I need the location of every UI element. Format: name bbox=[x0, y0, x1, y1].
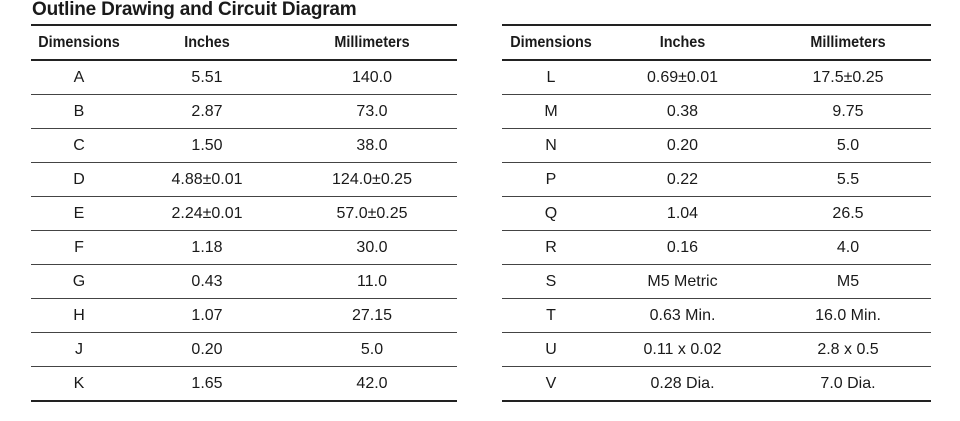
cell-millimeters: 73.0 bbox=[287, 95, 457, 129]
cell-inches: 0.43 bbox=[127, 265, 287, 299]
column-header-inches: Inches bbox=[608, 25, 757, 60]
cell-dimension: A bbox=[31, 60, 127, 95]
table-row bbox=[31, 129, 457, 163]
cell-inches: 2.87 bbox=[127, 95, 287, 129]
table-header-row bbox=[31, 25, 457, 60]
table-row bbox=[31, 367, 457, 402]
column-header-millimeters: Millimeters bbox=[773, 25, 922, 60]
cell-millimeters: 57.0±0.25 bbox=[287, 197, 457, 231]
cell-dimension: M bbox=[502, 95, 600, 129]
table-row bbox=[31, 163, 457, 197]
table-row bbox=[31, 231, 457, 265]
cell-millimeters: 5.0 bbox=[287, 333, 457, 367]
cell-dimension: F bbox=[31, 231, 127, 265]
dimensions-table-right bbox=[502, 24, 931, 402]
table-row bbox=[31, 265, 457, 299]
cell-millimeters: 38.0 bbox=[287, 129, 457, 163]
cell-dimension: L bbox=[502, 60, 600, 95]
cell-dimension: T bbox=[502, 299, 600, 333]
page-title: Outline Drawing and Circuit Diagram bbox=[32, 0, 357, 20]
cell-millimeters: 11.0 bbox=[287, 265, 457, 299]
cell-dimension: H bbox=[31, 299, 127, 333]
cell-inches: 0.69±0.01 bbox=[600, 60, 765, 95]
cell-inches: M5 Metric bbox=[600, 265, 765, 299]
cell-inches: 0.20 bbox=[127, 333, 287, 367]
cell-inches: 0.22 bbox=[600, 163, 765, 197]
cell-dimension: D bbox=[31, 163, 127, 197]
cell-millimeters: 9.75 bbox=[765, 95, 931, 129]
cell-dimension: Q bbox=[502, 197, 600, 231]
cell-dimension: R bbox=[502, 231, 600, 265]
cell-millimeters: 2.8 x 0.5 bbox=[765, 333, 931, 367]
cell-millimeters: M5 bbox=[765, 265, 931, 299]
cell-dimension: S bbox=[502, 265, 600, 299]
table-row bbox=[502, 231, 931, 265]
table-row bbox=[31, 95, 457, 129]
cell-millimeters: 4.0 bbox=[765, 231, 931, 265]
cell-inches: 0.11 x 0.02 bbox=[600, 333, 765, 367]
table-row bbox=[502, 60, 931, 95]
cell-inches: 0.63 Min. bbox=[600, 299, 765, 333]
cell-millimeters: 140.0 bbox=[287, 60, 457, 95]
table-header-row bbox=[502, 25, 931, 60]
column-header-dimensions: Dimensions bbox=[507, 25, 595, 60]
table-row bbox=[502, 299, 931, 333]
cell-inches: 4.88±0.01 bbox=[127, 163, 287, 197]
cell-millimeters: 17.5±0.25 bbox=[765, 60, 931, 95]
cell-dimension: P bbox=[502, 163, 600, 197]
cell-inches: 1.50 bbox=[127, 129, 287, 163]
cell-inches: 0.38 bbox=[600, 95, 765, 129]
cell-millimeters: 27.15 bbox=[287, 299, 457, 333]
cell-inches: 0.28 Dia. bbox=[600, 367, 765, 402]
cell-dimension: K bbox=[31, 367, 127, 402]
cell-dimension: C bbox=[31, 129, 127, 163]
cell-inches: 0.16 bbox=[600, 231, 765, 265]
cell-inches: 1.07 bbox=[127, 299, 287, 333]
cell-millimeters: 30.0 bbox=[287, 231, 457, 265]
cell-dimension: U bbox=[502, 333, 600, 367]
cell-millimeters: 124.0±0.25 bbox=[287, 163, 457, 197]
cell-inches: 1.04 bbox=[600, 197, 765, 231]
column-header-inches: Inches bbox=[135, 25, 279, 60]
cell-millimeters: 7.0 Dia. bbox=[765, 367, 931, 402]
dimensions-table-left bbox=[31, 24, 457, 402]
table-row bbox=[502, 197, 931, 231]
cell-millimeters: 5.0 bbox=[765, 129, 931, 163]
cell-dimension: B bbox=[31, 95, 127, 129]
cell-inches: 1.65 bbox=[127, 367, 287, 402]
cell-inches: 0.20 bbox=[600, 129, 765, 163]
cell-dimension: G bbox=[31, 265, 127, 299]
cell-inches: 2.24±0.01 bbox=[127, 197, 287, 231]
table-row bbox=[31, 197, 457, 231]
table-row bbox=[31, 60, 457, 95]
column-header-millimeters: Millimeters bbox=[296, 25, 449, 60]
table-row bbox=[502, 163, 931, 197]
column-header-dimensions: Dimensions bbox=[36, 25, 122, 60]
cell-millimeters: 16.0 Min. bbox=[765, 299, 931, 333]
table-row bbox=[31, 333, 457, 367]
table-row bbox=[502, 129, 931, 163]
table-row bbox=[31, 299, 457, 333]
table-row bbox=[502, 95, 931, 129]
cell-inches: 5.51 bbox=[127, 60, 287, 95]
table-row bbox=[502, 367, 931, 402]
cell-dimension: J bbox=[31, 333, 127, 367]
table-row bbox=[502, 333, 931, 367]
cell-inches: 1.18 bbox=[127, 231, 287, 265]
cell-millimeters: 42.0 bbox=[287, 367, 457, 402]
cell-dimension: N bbox=[502, 129, 600, 163]
cell-dimension: E bbox=[31, 197, 127, 231]
cell-millimeters: 26.5 bbox=[765, 197, 931, 231]
cell-millimeters: 5.5 bbox=[765, 163, 931, 197]
cell-dimension: V bbox=[502, 367, 600, 402]
table-row bbox=[502, 265, 931, 299]
